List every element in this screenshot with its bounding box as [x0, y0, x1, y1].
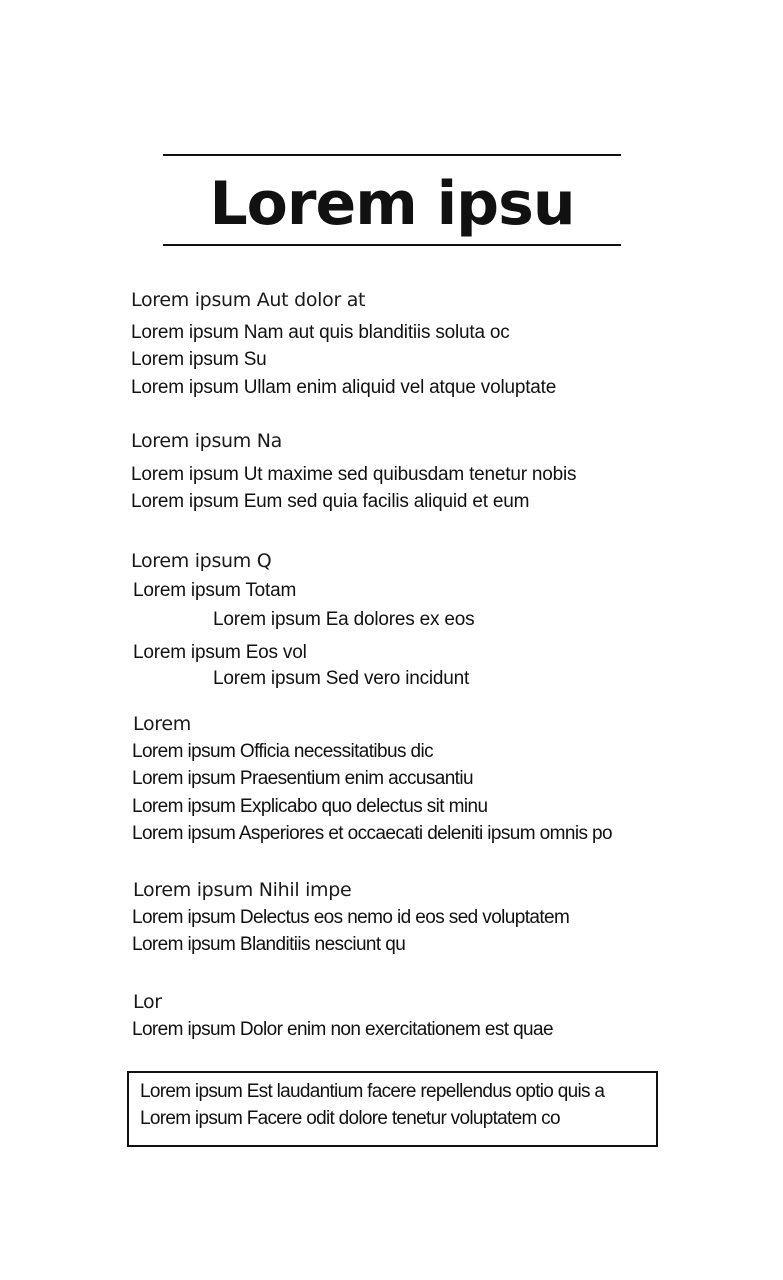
entry-detail: Lorem ipsum Sed vero incidunt: [213, 668, 470, 689]
section-line: Lorem ipsum Ullam enim aliquid vel atque voluptate: [131, 377, 557, 398]
section-line: Lorem ipsum Explicabo quo delectus sit minu: [132, 796, 488, 817]
section-line: Lorem ipsum Eum sed quia facilis aliquid et eum: [131, 491, 530, 512]
page-title: Lorem ipsu: [209, 169, 575, 239]
entry-label: Lorem ipsum Totam: [133, 580, 297, 601]
section-heading: Lorem ipsum Na: [131, 430, 282, 452]
section-heading: Lor: [133, 991, 162, 1013]
section-heading: Lorem ipsum Aut dolor at: [131, 289, 366, 311]
section-heading: Lorem ipsum Nihil impe: [133, 879, 352, 901]
section-line: Lorem ipsum Praesentium enim accusantiu: [132, 768, 473, 789]
entry-label: Lorem ipsum Eos vol: [133, 642, 307, 663]
section-line: Lorem ipsum Officia necessitatibus dic: [132, 741, 434, 762]
title-top-rule: [163, 154, 621, 156]
section-line: Lorem ipsum Asperiores et occaecati deleniti ipsum omnis po: [132, 823, 612, 844]
note-line: Lorem ipsum Facere odit dolore tenetur voluptatem co: [140, 1108, 560, 1129]
section-line: Lorem ipsum Blanditiis nesciunt qu: [132, 934, 406, 955]
section-heading: Lorem: [133, 713, 191, 735]
section-heading: Lorem ipsum Q: [131, 550, 272, 572]
title-bottom-rule: [163, 244, 621, 246]
entry-detail: Lorem ipsum Ea dolores ex eos: [213, 609, 475, 630]
note-line: Lorem ipsum Est laudantium facere repellendus optio quis a: [140, 1081, 605, 1102]
section-line: Lorem ipsum Su: [131, 349, 267, 370]
section-line: Lorem ipsum Ut maxime sed quibusdam tenetur nobis: [131, 464, 577, 485]
section-line: Lorem ipsum Dolor enim non exercitationem est quae: [132, 1019, 553, 1040]
section-line: Lorem ipsum Delectus eos nemo id eos sed voluptatem: [132, 907, 570, 928]
section-line: Lorem ipsum Nam aut quis blanditiis soluta oc: [131, 322, 510, 343]
